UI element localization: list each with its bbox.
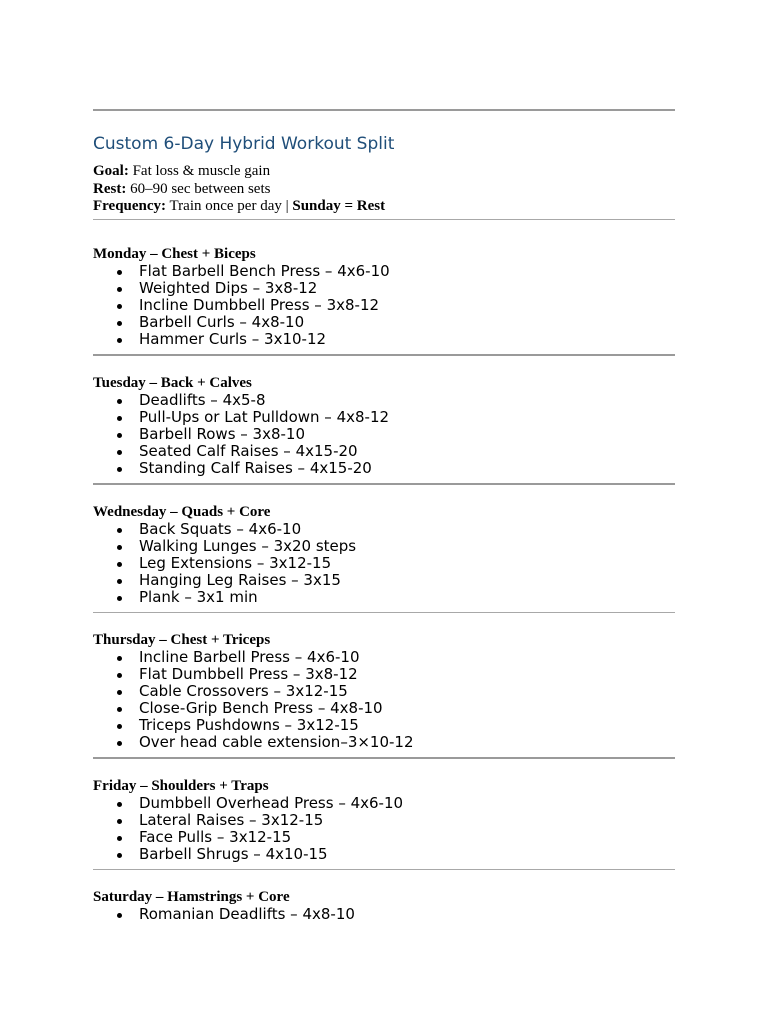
bullet-icon <box>117 707 122 712</box>
bullet-icon <box>117 338 122 343</box>
section-divider <box>93 869 675 870</box>
day-section <box>93 888 675 923</box>
bullet-icon <box>117 399 122 404</box>
plan-summary <box>93 163 385 216</box>
goal-line <box>93 163 385 181</box>
bullet-icon <box>117 528 122 533</box>
exercise-item <box>93 906 675 923</box>
exercise-item <box>93 812 675 829</box>
exercise-text: Romanian Deadlifts – 4x8-10 <box>139 905 355 923</box>
bullet-icon <box>117 450 122 455</box>
day-heading: Monday – Chest + Biceps <box>93 246 256 262</box>
bullet-icon <box>117 270 122 275</box>
exercise-text: Pull-Ups or Lat Pulldown – 4x8-12 <box>139 408 390 426</box>
page-title: Custom 6-Day Hybrid Workout Split <box>93 134 395 154</box>
bullet-icon <box>117 724 122 729</box>
bullet-icon <box>117 673 122 678</box>
exercise-item <box>93 331 675 348</box>
day-heading: Tuesday – Back + Calves <box>93 375 252 391</box>
exercise-text: Standing Calf Raises – 4x15-20 <box>139 459 372 477</box>
goal-label: Goal: <box>93 163 129 179</box>
day-section <box>93 777 675 870</box>
day-heading: Wednesday – Quads + Core <box>93 504 271 520</box>
exercise-text: Triceps Pushdowns – 3x12-15 <box>139 716 359 734</box>
exercise-text: Face Pulls – 3x12-15 <box>139 828 292 846</box>
exercise-text: Back Squats – 4x6-10 <box>139 520 302 538</box>
exercise-list <box>93 263 675 348</box>
bullet-icon <box>117 802 122 807</box>
goal-value: Fat loss & muscle gain <box>132 163 271 179</box>
exercise-item <box>93 314 675 331</box>
exercise-item <box>93 666 675 683</box>
exercise-item <box>93 649 675 666</box>
frequency-label: Frequency: <box>93 198 167 214</box>
exercise-text: Lateral Raises – 3x12-15 <box>139 811 324 829</box>
bullet-icon <box>117 433 122 438</box>
bullet-icon <box>117 579 122 584</box>
exercise-item <box>93 683 675 700</box>
exercise-item <box>93 426 675 443</box>
exercise-item <box>93 538 675 555</box>
section-divider <box>93 483 675 485</box>
rest-day-note: Sunday = Rest <box>292 198 386 214</box>
exercise-item <box>93 734 675 751</box>
section-divider <box>93 757 675 759</box>
exercise-item <box>93 700 675 717</box>
summary-divider <box>93 219 675 220</box>
day-section <box>93 503 675 613</box>
exercise-list <box>93 649 675 751</box>
section-divider <box>93 354 675 356</box>
exercise-text: Barbell Curls – 4x8-10 <box>139 313 305 331</box>
bullet-icon <box>117 819 122 824</box>
exercise-text: Incline Dumbbell Press – 3x8-12 <box>139 296 380 314</box>
exercise-text: Seated Calf Raises – 4x15-20 <box>139 442 358 460</box>
rest-label: Rest: <box>93 180 127 197</box>
bullet-icon <box>117 853 122 858</box>
exercise-text: Over head cable extension–3×10-12 <box>139 733 414 751</box>
exercise-text: Weighted Dips – 3x8-12 <box>139 279 318 297</box>
exercise-item <box>93 263 675 280</box>
bullet-icon <box>117 741 122 746</box>
frequency-value: Train once per day | <box>169 198 289 214</box>
bullet-icon <box>117 690 122 695</box>
frequency-line <box>93 198 385 216</box>
bullet-icon <box>117 656 122 661</box>
day-section <box>93 631 675 759</box>
rest-line <box>93 181 385 199</box>
exercise-list <box>93 521 675 606</box>
bullet-icon <box>117 836 122 841</box>
exercise-text: Dumbbell Overhead Press – 4x6-10 <box>139 794 404 812</box>
exercise-text: Leg Extensions – 3x12-15 <box>139 554 332 572</box>
section-divider <box>93 612 675 613</box>
exercise-item <box>93 392 675 409</box>
exercise-item <box>93 443 675 460</box>
exercise-item <box>93 521 675 538</box>
exercise-text: Walking Lunges – 3x20 steps <box>139 537 357 555</box>
exercise-item <box>93 297 675 314</box>
exercise-item <box>93 795 675 812</box>
exercise-text: Deadlifts – 4x5-8 <box>139 391 266 409</box>
exercise-list <box>93 906 675 923</box>
exercise-text: Flat Barbell Bench Press – 4x6-10 <box>139 262 390 280</box>
exercise-text: Barbell Rows – 3x8-10 <box>139 425 306 443</box>
exercise-list <box>93 392 675 477</box>
bullet-icon <box>117 596 122 601</box>
bullet-icon <box>117 545 122 550</box>
bullet-icon <box>117 416 122 421</box>
exercise-item <box>93 572 675 589</box>
day-section <box>93 374 675 485</box>
exercise-item <box>93 829 675 846</box>
bullet-icon <box>117 304 122 309</box>
exercise-text: Barbell Shrugs – 4x10-15 <box>139 845 328 863</box>
exercise-text: Incline Barbell Press – 4x6-10 <box>139 648 360 666</box>
day-heading: Thursday – Chest + Triceps <box>93 632 271 648</box>
day-heading: Friday – Shoulders + Traps <box>93 778 269 794</box>
day-list <box>93 245 675 923</box>
rest-value: 60–90 sec between sets <box>130 180 271 197</box>
exercise-list <box>93 795 675 863</box>
exercise-text: Cable Crossovers – 3x12-15 <box>139 682 348 700</box>
exercise-text: Plank – 3x1 min <box>139 588 258 606</box>
bullet-icon <box>117 287 122 292</box>
exercise-text: Close-Grip Bench Press – 4x8-10 <box>139 699 383 717</box>
exercise-item <box>93 846 675 863</box>
bullet-icon <box>117 913 122 918</box>
exercise-item <box>93 717 675 734</box>
day-section <box>93 245 675 356</box>
exercise-text: Hanging Leg Raises – 3x15 <box>139 571 341 589</box>
exercise-item <box>93 460 675 477</box>
exercise-item <box>93 555 675 572</box>
bullet-icon <box>117 562 122 567</box>
bullet-icon <box>117 321 122 326</box>
exercise-text: Hammer Curls – 3x10-12 <box>139 330 327 348</box>
exercise-item <box>93 589 675 606</box>
bullet-icon <box>117 467 122 472</box>
exercise-item <box>93 280 675 297</box>
day-heading: Saturday – Hamstrings + Core <box>93 889 290 905</box>
top-divider <box>93 109 675 111</box>
exercise-item <box>93 409 675 426</box>
exercise-text: Flat Dumbbell Press – 3x8-12 <box>139 665 358 683</box>
